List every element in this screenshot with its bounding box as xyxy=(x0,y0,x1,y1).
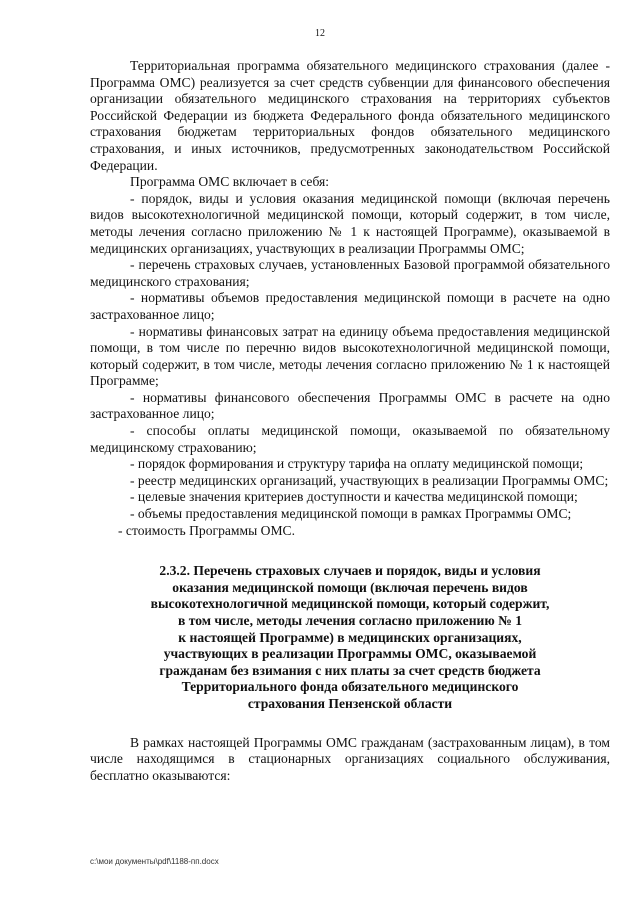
heading-line: высокотехнологичной медицинской помощи, который содержит, xyxy=(150,596,550,612)
list-item: - реестр медицинских организаций, участвующих в реализации Программы ОМС; xyxy=(130,472,609,488)
intro-paragraph: Территориальная программа обязательного медицинского страхования (далее - Программа ОМС) реализуется за счет средств субвенции для финансового обеспечения организации обязательного медицинского страхования на территориях субъектов Российской Федерации из бюджета Федерального фонда обязательного медицинского страхования бюджетам территориальных фондов обязательного медицинского страхования, и иных источников, предусмотренных законодательством Российской Федерации. xyxy=(90,58,610,173)
section-heading xyxy=(90,563,610,712)
list-item: - нормативы объемов предоставления медицинской помощи в расчете на одно застрахованное лицо; xyxy=(90,290,610,322)
list-item: - объемы предоставления медицинской помощи в рамках Программы ОМС; xyxy=(130,506,572,522)
list-item: - порядок формирования и структуру тарифа на оплату медицинской помощи; xyxy=(130,456,584,472)
document-body xyxy=(90,58,610,784)
heading-line: к настоящей Программе) в медицинских организациях, xyxy=(178,629,522,645)
heading-line: Территориального фонда обязательного медицинского xyxy=(181,679,519,695)
heading-line: в том числе, методы лечения согласно приложению № 1 xyxy=(177,613,523,628)
list-item: - порядок, виды и условия оказания медицинской помощи (включая перечень видов высокотехнологичной медицинской помощи, который содержит, в том числе, методы лечения согласно приложению № 1 к настоящей Программе), оказываемой в медицинских организациях, участвующих в реализации Программы ОМС; xyxy=(90,190,610,256)
closing-paragraph: В рамках настоящей Программы ОМС гражданам (застрахованным лицам), в том числе находящимся в стационарных организациях социального обслуживания, бесплатно оказываются: xyxy=(90,734,610,783)
heading-line: 2.3.2. Перечень страховых случаев и порядок, виды и условия xyxy=(159,563,541,579)
list-item: - способы оплаты медицинской помощи, оказываемой по обязательному медицинскому страхованию; xyxy=(90,423,610,455)
includes-lead: Программа ОМС включает в себя: xyxy=(130,174,330,190)
heading-line: страхования Пензенской области xyxy=(247,695,453,711)
list-item: - перечень страховых случаев, установленных Базовой программой обязательного медицинского страхования; xyxy=(90,257,610,289)
heading-line: гражданам без взимания с них платы за счет средств бюджета xyxy=(159,662,541,678)
list-item: - целевые значения критериев доступности и качества медицинской помощи; xyxy=(130,489,578,505)
list-item: - нормативы финансового обеспечения Программы ОМС в расчете на одно застрахованное лицо; xyxy=(90,389,610,422)
heading-line: участвующих в реализации Программы ОМС, оказываемой xyxy=(163,646,537,662)
list-item: - нормативы финансовых затрат на единицу объема предоставления медицинской помощи, в том числе по перечню видов высокотехнологичной медицинской помощи, который содержит, в том числе, методы лечения согласно приложению № 1 к настоящей Программе; xyxy=(90,323,610,389)
list-item-last: - стоимость Программы ОМС. xyxy=(118,522,296,538)
footer-file-path: c:\мои документы\pdf\1188-пп.docx xyxy=(90,857,219,866)
heading-line: оказания медицинской помощи (включая перечень видов xyxy=(172,579,528,595)
page-number: 12 xyxy=(315,28,325,39)
